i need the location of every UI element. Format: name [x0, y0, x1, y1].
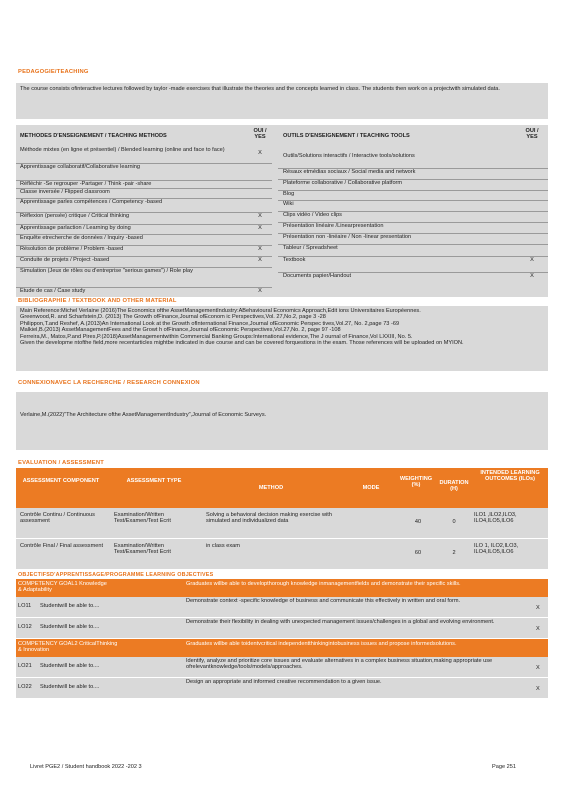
objectives-heading: OBJECTIFSD'APPRENTISSAGE/PROGRAMME LEARNING OBJECTIVES: [18, 572, 214, 578]
row-divider: [278, 200, 548, 201]
assessment-cell: 40: [414, 519, 422, 525]
bibliography-heading: BIBLIOGRAPHIE / TEXTBOOK AND OTHER MATERIAL: [18, 298, 177, 304]
tool-yes-mark: X: [530, 273, 534, 279]
objective-mark: X: [536, 605, 540, 611]
assessment-cell: 0: [452, 519, 456, 525]
methods-header: METHODES D'ENSEIGNEMENT / TEACHING METHODS: [20, 133, 167, 139]
tool-item: Outils/Solutions interactifs / Interactive tools/solutions: [283, 153, 415, 159]
method-item: Enquête etrecherche de données / Inquiry -based: [20, 235, 143, 241]
method-item: Apprentissage parlaction / Learning by doing: [20, 225, 131, 231]
objectives-table: [16, 579, 548, 699]
row-divider: [278, 233, 548, 234]
goal2-label: COMPETENCY GOAL2 CriticalThinking & Innovation: [18, 641, 119, 654]
assessment-cell: ILO1 ,ILO2,ILO3, ILO4,ILO5,ILO6: [474, 512, 519, 525]
method-yes-mark: X: [258, 257, 262, 263]
tool-item: Présentation non -linéaire / Non -linear presentation: [283, 234, 412, 240]
objective-row: [16, 657, 548, 677]
objective-row: [16, 678, 548, 698]
tool-item: Plateforme collaborative / Collaborative platform: [283, 180, 403, 186]
col-duration: DURATION (H): [439, 480, 471, 493]
assessment-cell: 60: [414, 550, 422, 556]
assessment-cell: Solving a behavioral decision making exercise with simulated and individualized data: [206, 512, 334, 525]
row-divider: [16, 212, 272, 213]
objective-label: Studentwill be able to....: [40, 663, 100, 669]
row-divider: [278, 211, 548, 212]
method-item: Etude de cas / Case study: [20, 288, 86, 294]
method-item: Résolution de problème / Problem -based: [20, 246, 124, 252]
goal1-bar: [16, 579, 548, 597]
methods-yes-header: OUI / YES: [253, 128, 268, 141]
row-divider: [16, 287, 272, 288]
assessment-cell: 2: [452, 550, 456, 556]
objective-code: LO11: [18, 603, 32, 609]
evaluation-heading: EVALUATION / ASSESSMENT: [18, 460, 104, 466]
method-item: Apprentissage parles compétences / Competency -based: [20, 199, 163, 205]
row-divider: [278, 244, 548, 245]
tools-header: OUTILS D'ENSEIGNEMENT / TEACHING TOOLS: [283, 133, 410, 139]
assessment-row: [16, 539, 548, 569]
row-divider: [278, 179, 548, 180]
row-divider: [16, 198, 272, 199]
footer-page: Page 251: [492, 764, 516, 770]
col-type: ASSESSMENT TYPE: [126, 478, 182, 484]
row-divider: [16, 245, 272, 246]
pedagogy-heading: PEDAGOGIE/TEACHING: [18, 69, 89, 75]
tool-item: Documents papier/Handout: [283, 273, 352, 279]
assessment-cell: Examination/Written Test/Examen/Test Ecrit: [114, 543, 171, 556]
row-divider: [16, 267, 272, 268]
objective-code: LO12: [18, 624, 32, 630]
method-item: Méthode mixtes (en ligne et présentiel) / Blended learning (online and face to face): [20, 147, 225, 153]
col-component: ASSESSMENT COMPONENT: [22, 478, 100, 484]
goal1-items: [16, 597, 548, 638]
objective-label: Studentwill be able to....: [40, 684, 100, 690]
assessment-rows: [16, 508, 548, 569]
objective-code: LO22: [18, 684, 32, 690]
method-item: Classe inversée / Flipped classroom: [20, 189, 110, 195]
objective-text: Design an appropriate and informed creative recommendation to a given issue.: [186, 679, 382, 685]
col-weighting: WEIGHTING (%): [399, 476, 434, 489]
row-divider: [16, 256, 272, 257]
row-divider: [16, 180, 272, 181]
tool-item: Blog: [283, 191, 295, 197]
objective-text: Identify, analyze and prioritize core issues and evaluate alternatives in a complex business situation,making appropriate use ofrelevantknowledge/tools/models/approaches.: [186, 658, 494, 671]
method-yes-mark: X: [258, 225, 262, 231]
row-divider: [16, 234, 272, 235]
research-text: Verlaine,M.(2022)"The Architecture ofthe AssetManagementIndustry",Journal of Economic Surveys.: [16, 392, 548, 450]
objective-mark: X: [536, 626, 540, 632]
teaching-methods-table: [16, 125, 548, 297]
method-yes-mark: X: [258, 150, 262, 156]
assessment-cell: Contrôle Continu / Continuous assessment: [20, 512, 97, 525]
goal1-text: Graduates willbe able to developthorough knowledge inmanagementfields and demonstrate their specific skills.: [186, 581, 461, 587]
assessment-table: [16, 468, 548, 569]
row-divider: [278, 272, 548, 273]
objective-text: Demonstrate their flexibility in dealing with unexpected management issues/challenges in a global and evolving environment.: [186, 619, 495, 625]
method-item: Simulation (Jeux de rôles ou d'entreprise "serious games") / Role play: [20, 268, 193, 274]
row-divider: [278, 222, 548, 223]
assessment-cell: ILO 1, ILO2,ILO3, ILO4,ILO5,ILO6: [474, 543, 520, 556]
objective-code: LO21: [18, 663, 32, 669]
assessment-cell: in class exam: [206, 543, 240, 549]
research-heading: CONNEXIONAVEC LA RECHERCHE / RESEARCH CONNEXION: [18, 380, 200, 386]
pedagogy-text: The course consists ofinteractive lectures followed by taylor -made exercises that illustrate the theories and the concepts learned in class. The students then work on a projectwith simulated data.: [16, 83, 548, 119]
tools-yes-header: OUI / YES: [525, 128, 540, 141]
objective-mark: X: [536, 665, 540, 671]
method-item: Réflexion (pensée) critique / Critical thinking: [20, 213, 130, 219]
row-divider: [16, 163, 272, 164]
row-divider: [16, 188, 272, 189]
goal2-items: [16, 657, 548, 698]
method-item: Apprentissage collaboratif/Collaborative learning: [20, 164, 141, 170]
tool-item: Textbook: [283, 257, 306, 263]
method-item: Conduite de projets / Project -based: [20, 257, 110, 263]
tool-item: Présentation linéaire /Linearpresentation: [283, 223, 384, 229]
assessment-cell: Contrôle Final / Final assessment: [20, 543, 104, 549]
method-item: Réfléchir -Se regrouper -Partager / Think -pair -share: [20, 181, 152, 187]
goal2-bar: [16, 639, 548, 657]
col-method: METHOD: [258, 485, 284, 491]
tool-item: Résaux etmédias sociaux / Social media and network: [283, 169, 416, 175]
col-mode: MODE: [362, 485, 380, 491]
method-yes-mark: X: [258, 288, 262, 294]
footer-left: Livret PGE2 / Student handbook 2022 -202 3: [30, 764, 142, 770]
assessment-row: [16, 508, 548, 538]
objective-row: [16, 597, 548, 617]
tool-item: Tableur / Spreadsheet: [283, 245, 338, 251]
assessment-cell: Examination/Written Test/Examen/Test Ecrit: [114, 512, 171, 525]
objective-label: Studentwill be able to....: [40, 603, 100, 609]
row-divider: [278, 256, 548, 257]
row-divider: [278, 190, 548, 191]
assessment-header-row: [16, 468, 548, 508]
method-yes-mark: X: [258, 246, 262, 252]
method-yes-mark: X: [258, 213, 262, 219]
tool-item: Wiki: [283, 201, 294, 207]
row-divider: [278, 168, 548, 169]
goal2-text: Graduates willbe able toidentvcritical independentthinkingintobusiness issues and propose informedsolutions.: [186, 641, 457, 647]
objective-label: Studentwill be able to....: [40, 624, 100, 630]
tool-yes-mark: X: [530, 257, 534, 263]
objective-mark: X: [536, 686, 540, 692]
objective-row: [16, 618, 548, 638]
objective-text: Demonstrate context -specific knowledge of business and communicate this effectively in written and oral form.: [186, 598, 461, 604]
tool-item: Clips vidéo / Video clips: [283, 212, 342, 218]
row-divider: [16, 224, 272, 225]
col-ilos: INTENDED LEARNING OUTCOMES (ILOs): [480, 470, 542, 483]
goal1-label: COMPETENCY GOAL1 Knowledge & Adaptability: [18, 581, 109, 594]
bibliography-text: Main Reference:Michel Verlaine (2016)The Economics ofthe AssetManagementIndustry:ABehavioural Economics Approach,Edit ions Universitaires Européennes. Greenwood,R. and Scharfstein,D. (2013) The Growth ofFinance,Journal ofEconom ic Perspectives,Vol. 27,No.2, page 3 -28 Philippon,T.and Reshef, A.(2013)An International Look at the Growth ofInternational Finance,Journal ofEconomic Perspec tives,Vol.27, No. 2,page 73 -69 Malkiel,B.(2013) AssetManagementFees and the Growt h ofFinance,Journal ofEconomic Perspectives,Vol.27,No. 2, page 97 -108 Ferreira,M., Matos,P.and Pires,P.(2018)AssetManagementwithin Commercial Banking Groups:International evidence,The J ournal of Finance,Vol LXXIII, No. 5. Given the developme ntofthe field,more recentarticles mightbe indicated in due course and can be covered forquestions in the exam. Those references will be uploaded on MYION.: [16, 306, 548, 371]
